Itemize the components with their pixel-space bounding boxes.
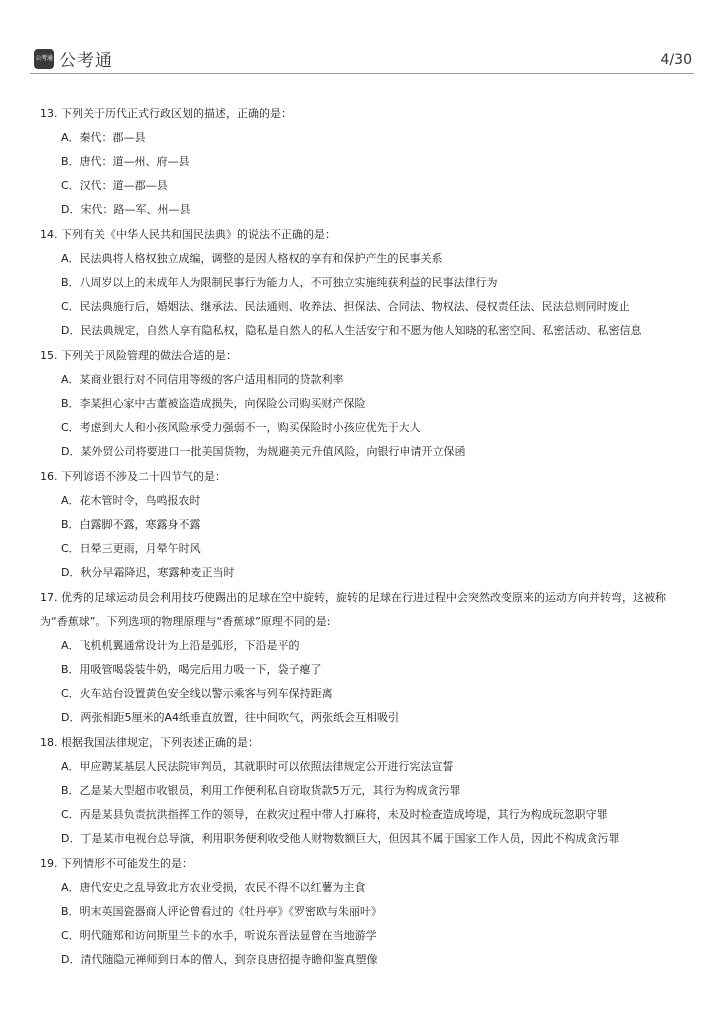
option-15-b: B．李某担心家中古董被盗造成损失，向保险公司购买财产保险	[61, 397, 366, 410]
option-18-b: B．乙是某大型超市收银员，利用工作便利私自窃取货款5万元，其行为构成贪污罪	[61, 784, 461, 797]
logo-icon: 公考通	[34, 49, 54, 69]
option-16-b: B．白露脚不露，寒露身不露	[61, 518, 201, 531]
option-19-d: D．清代随隐元禅师到日本的僧人，到奈良唐招提寺瞻仰鉴真塑像	[61, 953, 378, 966]
option-14-c: C．民法典施行后，婚姻法、继承法、民法通则、收养法、担保法、合同法、物权法、侵权责任法、民法总则同时废止	[61, 300, 630, 313]
question-stem-18: 18. 根据我国法律规定，下列表述正确的是：	[40, 736, 259, 749]
option-13-d: D．宋代：路—军、州—县	[61, 203, 191, 216]
option-16-c: C．日晕三更雨，月晕午时风	[61, 542, 201, 555]
question-stem-15: 15. 下列关于风险管理的做法合适的是：	[40, 349, 237, 362]
option-16-d: D．秋分早霜降迟，寒露种麦正当时	[61, 566, 235, 579]
option-19-c: C．明代随郑和访问斯里兰卡的水手，听说东晋法显曾在当地游学	[61, 929, 377, 942]
option-19-a: A．唐代安史之乱导致北方农业受损，农民不得不以红薯为主食	[61, 881, 366, 894]
page-number: 4/30	[660, 52, 692, 68]
option-17-b: B．用吸管喝袋装牛奶，喝完后用力吸一下，袋子瘪了	[61, 663, 322, 676]
option-13-a: A．秦代：郡—县	[61, 131, 146, 144]
option-17-c: C．火车站台设置黄色安全线以警示乘客与列车保持距离	[61, 687, 333, 700]
option-18-a: A．甲应聘某基层人民法院审判员，其就职时可以依照法律规定公开进行宪法宣誓	[61, 760, 454, 773]
option-15-c: C．考虑到大人和小孩风险承受力强弱不一，购买保险时小孩应优先于大人	[61, 421, 421, 434]
option-17-d: D．两张相距5厘米的A4纸垂直放置，往中间吹气，两张纸会互相吸引	[61, 711, 399, 724]
option-14-b: B．八周岁以上的未成年人为限制民事行为能力人，不可独立实施纯获利益的民事法律行为	[61, 276, 498, 289]
question-stem-13: 13. 下列关于历代正式行政区划的描述，正确的是：	[40, 107, 292, 120]
option-19-b: B．明末英国瓷器商人评论曾看过的《牡丹亭》《罗密欧与朱丽叶》	[61, 905, 383, 918]
option-14-d: D．民法典规定，自然人享有隐私权，隐私是自然人的私人生活安宁和不愿为他人知晓的私密空间、私密活动、私密信息	[61, 324, 642, 337]
logo-text: 公考通	[59, 51, 113, 71]
option-18-d: D．丁是某市电视台总导演，利用职务便利收受他人财物数额巨大，但因其不属于国家工作人员，因此不构成贪污罪	[61, 832, 620, 845]
question-stem-16: 16. 下列谚语不涉及二十四节气的是：	[40, 470, 226, 483]
option-18-c: C．丙是某县负责抗洪指挥工作的领导，在救灾过程中带人打麻将，未及时检查造成垮堤，其行为构成玩忽职守罪	[61, 808, 608, 821]
question-stem-14: 14. 下列有关《中华人民共和国民法典》的说法不正确的是：	[40, 228, 336, 241]
option-16-a: A．花木管时令，鸟鸣报农时	[61, 494, 201, 507]
option-14-a: A．民法典将人格权独立成编，调整的是因人格权的享有和保护产生的民事关系	[61, 252, 443, 265]
question-stem-17: 17. 优秀的足球运动员会利用技巧使踢出的足球在空中旋转，旋转的足球在行进过程中会突然改变原来的运动方向并转弯，这被称为“香蕉球”。下列选项的物理原理与“香蕉球”原理不同的是:	[40, 591, 666, 628]
option-15-a: A．某商业银行对不同信用等级的客户适用相同的贷款利率	[61, 373, 344, 386]
option-17-a: A．飞机机翼通常设计为上沿是弧形，下沿是平的	[61, 639, 300, 652]
option-15-d: D．某外贸公司将要进口一批美国货物，为规避美元升值风险，向银行申请开立保函	[61, 445, 466, 458]
option-13-b: B．唐代：道—州、府—县	[61, 155, 190, 168]
question-stem-19: 19. 下列情形不可能发生的是：	[40, 857, 193, 870]
option-13-c: C．汉代：道—郡—县	[61, 179, 168, 192]
